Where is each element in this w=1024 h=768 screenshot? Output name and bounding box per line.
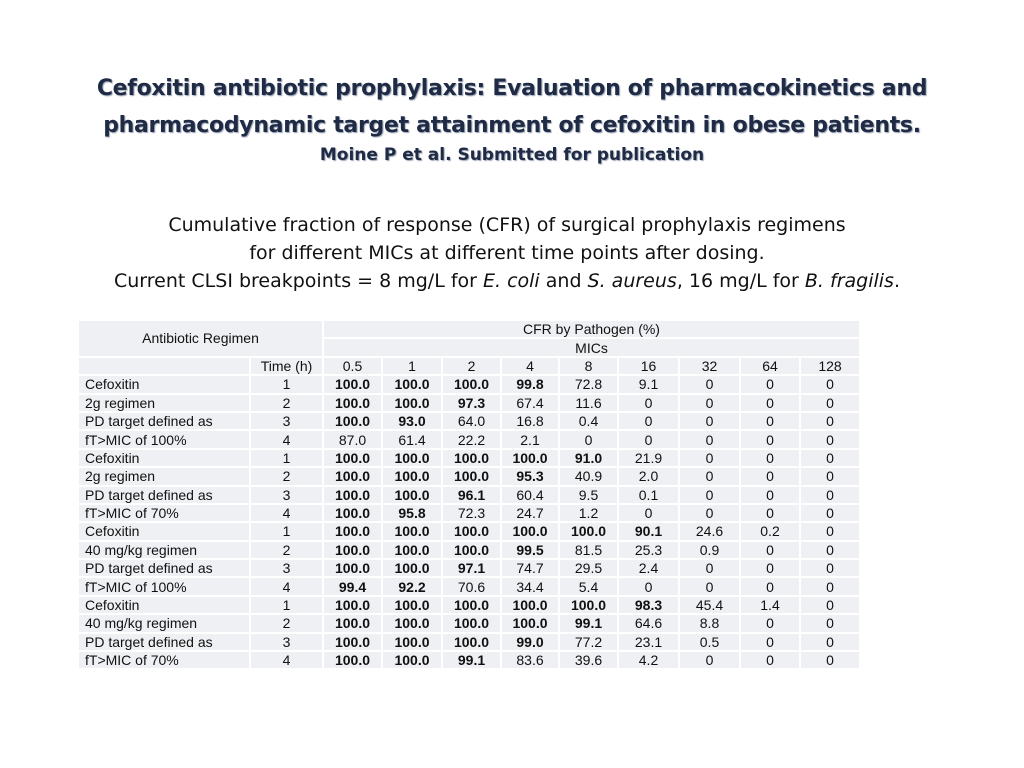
cfr-cell: 0 xyxy=(618,394,679,412)
cfr-cell: 0 xyxy=(740,651,800,669)
time-header: Time (h) xyxy=(250,357,323,375)
table-row xyxy=(78,522,860,540)
saureus: S. aureus xyxy=(587,270,677,292)
cfr-cell: 0 xyxy=(740,486,800,504)
cfr-cell: 0 xyxy=(679,375,740,393)
cfr-cell: 100.0 xyxy=(442,633,501,651)
cfr-cell: 100.0 xyxy=(323,614,382,632)
cfr-cell: 8.8 xyxy=(679,614,740,632)
cfr-cell: 100.0 xyxy=(382,449,442,467)
cfr-cell: 100.0 xyxy=(382,559,442,577)
cfr-cell: 0 xyxy=(679,559,740,577)
cfr-cell: 0 xyxy=(740,541,800,559)
cfr-cell: 0 xyxy=(800,504,860,522)
regimen-label: fT>MIC of 70% xyxy=(78,651,250,669)
cfr-cell: 72.8 xyxy=(559,375,618,393)
regimen-label: Cefoxitin xyxy=(78,375,250,393)
cfr-cell: 67.4 xyxy=(501,394,559,412)
cfr-cell: 100.0 xyxy=(382,522,442,540)
cfr-cell: 74.7 xyxy=(501,559,559,577)
cfr-cell: 100.0 xyxy=(323,651,382,669)
cfr-cell: 0 xyxy=(679,577,740,595)
time-cell: 1 xyxy=(250,596,323,614)
cfr-cell: 92.2 xyxy=(382,577,442,595)
cfr-cell: 100.0 xyxy=(501,449,559,467)
time-cell: 1 xyxy=(250,449,323,467)
cfr-cell: 0 xyxy=(740,412,800,430)
period: . xyxy=(893,270,900,292)
cfr-cell: 100.0 xyxy=(323,596,382,614)
cfr-cell: 100.0 xyxy=(382,651,442,669)
cfr-cell: 100.0 xyxy=(382,467,442,485)
time-cell: 3 xyxy=(250,559,323,577)
cfr-cell: 0 xyxy=(800,522,860,540)
cfr-cell: 99.1 xyxy=(442,651,501,669)
time-cell: 3 xyxy=(250,486,323,504)
cfr-cell: 0 xyxy=(740,430,800,448)
cfr-cell: 97.1 xyxy=(442,559,501,577)
time-cell: 3 xyxy=(250,412,323,430)
regimen-label: Cefoxitin xyxy=(78,449,250,467)
cfr-cell: 0 xyxy=(800,577,860,595)
cfr-cell: 90.1 xyxy=(618,522,679,540)
table-row xyxy=(78,430,860,448)
cfr-cell: 95.8 xyxy=(382,504,442,522)
table-row xyxy=(78,614,860,632)
mic-header-2: 2 xyxy=(442,357,501,375)
cfr-cell: 100.0 xyxy=(323,522,382,540)
cfr-cell: 2.4 xyxy=(618,559,679,577)
time-cell: 1 xyxy=(250,375,323,393)
cfr-cell: 100.0 xyxy=(442,467,501,485)
mic-header-8: 8 xyxy=(559,357,618,375)
regimen-label: PD target defined as xyxy=(78,412,250,430)
table-row xyxy=(78,486,860,504)
cfr-cell: 0 xyxy=(740,577,800,595)
cfr-cell: 0 xyxy=(800,394,860,412)
table-row xyxy=(78,596,860,614)
cfr-cell: 0 xyxy=(618,430,679,448)
cfr-cell: 100.0 xyxy=(559,522,618,540)
cfr-cell: 0 xyxy=(679,504,740,522)
mic-header-0.5: 0.5 xyxy=(323,357,382,375)
table-row xyxy=(78,394,860,412)
cfr-cell: 81.5 xyxy=(559,541,618,559)
cfr-cell: 72.3 xyxy=(442,504,501,522)
cfr-cell: 100.0 xyxy=(323,467,382,485)
cfr-cell: 45.4 xyxy=(679,596,740,614)
cfr-cell: 100.0 xyxy=(323,633,382,651)
cfr-cell: 99.5 xyxy=(501,541,559,559)
time-cell: 2 xyxy=(250,394,323,412)
cfr-cell: 91.0 xyxy=(559,449,618,467)
cfr-cell: 61.4 xyxy=(382,430,442,448)
cfr-cell: 0 xyxy=(740,614,800,632)
cfr-cell: 2.1 xyxy=(501,430,559,448)
regimen-label: Cefoxitin xyxy=(78,596,250,614)
mic-header-64: 64 xyxy=(740,357,800,375)
cfr-cell: 22.2 xyxy=(442,430,501,448)
cfr-cell: 0 xyxy=(800,430,860,448)
cfr-cell: 0 xyxy=(800,449,860,467)
cfr-cell: 23.1 xyxy=(618,633,679,651)
cfr-cell: 25.3 xyxy=(618,541,679,559)
cfr-cell: 1.4 xyxy=(740,596,800,614)
cfr-cell: 100.0 xyxy=(323,486,382,504)
cfr-cell: 100.0 xyxy=(382,375,442,393)
cfr-cell: 0 xyxy=(800,486,860,504)
cfr-cell: 0.2 xyxy=(740,522,800,540)
time-cell: 4 xyxy=(250,651,323,669)
table-row xyxy=(78,559,860,577)
cfr-cell: 2.0 xyxy=(618,467,679,485)
table-row xyxy=(78,449,860,467)
cfr-cell: 0 xyxy=(679,394,740,412)
cfr-cell: 0 xyxy=(800,651,860,669)
cfr-cell: 16.8 xyxy=(501,412,559,430)
table-row xyxy=(78,541,860,559)
regimen-label: fT>MIC of 70% xyxy=(78,504,250,522)
regimen-label: fT>MIC of 100% xyxy=(78,577,250,595)
cfr-cell: 0 xyxy=(559,430,618,448)
cfr-cell: 0 xyxy=(740,504,800,522)
cfr-cell: 64.0 xyxy=(442,412,501,430)
cfr-cell: 0.4 xyxy=(559,412,618,430)
cfr-cell: 0 xyxy=(679,412,740,430)
mic-header-row xyxy=(78,357,860,375)
cfr-cell: 98.3 xyxy=(618,596,679,614)
mic-header-4: 4 xyxy=(501,357,559,375)
mics-header: MICs xyxy=(323,338,860,356)
cfr-cell: 0 xyxy=(618,577,679,595)
table-row xyxy=(78,651,860,669)
cfr-cell: 100.0 xyxy=(323,394,382,412)
cfr-cell: 100.0 xyxy=(323,541,382,559)
cfr-cell: 60.4 xyxy=(501,486,559,504)
cfr-cell: 96.1 xyxy=(442,486,501,504)
cfr-cell: 100.0 xyxy=(382,394,442,412)
regimen-label: PD target defined as xyxy=(78,633,250,651)
time-cell: 4 xyxy=(250,577,323,595)
ecoli: E. coli xyxy=(483,270,540,292)
cfr-cell: 0 xyxy=(800,633,860,651)
cfr-cell: 1.2 xyxy=(559,504,618,522)
cfr-cell: 0 xyxy=(740,375,800,393)
title-line-2: pharmacodynamic target attainment of cefoxitin in obese patients. xyxy=(103,113,921,138)
cfr-cell: 100.0 xyxy=(323,375,382,393)
cfr-cell: 24.6 xyxy=(679,522,740,540)
cfr-cell: 99.8 xyxy=(501,375,559,393)
cfr-cell: 100.0 xyxy=(323,559,382,577)
cfr-cell: 21.9 xyxy=(618,449,679,467)
cfr-cell: 100.0 xyxy=(323,449,382,467)
cfr-cell: 100.0 xyxy=(501,522,559,540)
cfr-cell: 4.2 xyxy=(618,651,679,669)
regimen-label: 40 mg/kg regimen xyxy=(78,541,250,559)
cfr-cell: 87.0 xyxy=(323,430,382,448)
cfr-cell: 100.0 xyxy=(501,614,559,632)
cfr-table xyxy=(77,319,861,670)
table-row xyxy=(78,577,860,595)
regimen-label: 2g regimen xyxy=(78,394,250,412)
cfr-cell: 100.0 xyxy=(501,596,559,614)
cfr-cell: 5.4 xyxy=(559,577,618,595)
table-row xyxy=(78,633,860,651)
table-row xyxy=(78,412,860,430)
time-cell: 4 xyxy=(250,430,323,448)
cfr-cell: 100.0 xyxy=(442,541,501,559)
subtitle-line-3 xyxy=(0,270,1014,292)
regimen-label: 2g regimen xyxy=(78,467,250,485)
cfr-cell: 100.0 xyxy=(382,596,442,614)
cfr-cell: 0 xyxy=(800,614,860,632)
table-row xyxy=(78,375,860,393)
cfr-cell: 100.0 xyxy=(442,522,501,540)
cfr-cell: 99.4 xyxy=(323,577,382,595)
cfr-cell: 0 xyxy=(800,559,860,577)
cfr-cell: 0 xyxy=(800,541,860,559)
regimen-label: 40 mg/kg regimen xyxy=(78,614,250,632)
cfr-cell: 100.0 xyxy=(559,596,618,614)
cfr-cell: 93.0 xyxy=(382,412,442,430)
cfr-cell: 100.0 xyxy=(442,375,501,393)
cfr-cell: 0 xyxy=(800,412,860,430)
and-text: and xyxy=(539,270,588,292)
cfr-cell: 9.5 xyxy=(559,486,618,504)
breakpoint-text-2: , 16 mg/L for xyxy=(676,270,805,292)
cfr-cell: 0 xyxy=(618,504,679,522)
regimen-label: fT>MIC of 100% xyxy=(78,430,250,448)
cfr-cell: 100.0 xyxy=(442,449,501,467)
breakpoint-text: Current CLSI breakpoints = 8 mg/L for xyxy=(114,270,483,292)
cfr-cell: 0 xyxy=(679,467,740,485)
cfr-cell: 40.9 xyxy=(559,467,618,485)
title-line-1: Cefoxitin antibiotic prophylaxis: Evaluation of pharmacokinetics and xyxy=(96,76,928,101)
cfr-cell: 0.1 xyxy=(618,486,679,504)
cfr-cell: 100.0 xyxy=(382,614,442,632)
cfr-cell: 70.6 xyxy=(442,577,501,595)
cfr-cell: 0 xyxy=(740,633,800,651)
cfr-cell: 29.5 xyxy=(559,559,618,577)
cfr-cell: 100.0 xyxy=(323,504,382,522)
cfr-cell: 0 xyxy=(679,486,740,504)
time-cell: 3 xyxy=(250,633,323,651)
cfr-cell: 0.9 xyxy=(679,541,740,559)
subtitle-line-2 xyxy=(0,242,1014,264)
time-cell: 2 xyxy=(250,541,323,559)
mic-header-32: 32 xyxy=(679,357,740,375)
regimen-label: Cefoxitin xyxy=(78,522,250,540)
time-cell: 1 xyxy=(250,522,323,540)
regimen-label: PD target defined as xyxy=(78,486,250,504)
mic-header-1: 1 xyxy=(382,357,442,375)
mic-header-16: 16 xyxy=(618,357,679,375)
cfr-cell: 0.5 xyxy=(679,633,740,651)
cfr-cell: 95.3 xyxy=(501,467,559,485)
subtitle-mics: for different MICs xyxy=(249,242,414,264)
cfr-cell: 34.4 xyxy=(501,577,559,595)
cfr-cell: 9.1 xyxy=(618,375,679,393)
cfr-cell: 77.2 xyxy=(559,633,618,651)
table-row xyxy=(78,467,860,485)
cfr-cell: 24.7 xyxy=(501,504,559,522)
cfr-cell: 64.6 xyxy=(618,614,679,632)
cfr-cell: 0 xyxy=(800,596,860,614)
cfr-cell: 0 xyxy=(618,412,679,430)
cfr-cell: 0 xyxy=(800,467,860,485)
cfr-cell: 0 xyxy=(740,559,800,577)
cfr-cell: 100.0 xyxy=(382,486,442,504)
cfr-cell: 0 xyxy=(800,375,860,393)
cfr-cell: 0 xyxy=(740,394,800,412)
cfr-cell: 0 xyxy=(679,430,740,448)
cfr-cell: 100.0 xyxy=(382,633,442,651)
cfr-cell: 39.6 xyxy=(559,651,618,669)
citation: Moine P et al. Submitted for publication xyxy=(319,145,705,165)
cfr-cell: 99.1 xyxy=(559,614,618,632)
cfr-cell: 97.3 xyxy=(442,394,501,412)
cfr-cell: 99.0 xyxy=(501,633,559,651)
cfr-cell: 0 xyxy=(679,651,740,669)
time-cell: 2 xyxy=(250,467,323,485)
bfragilis: B. fragilis xyxy=(804,270,894,292)
cfr-cell: 83.6 xyxy=(501,651,559,669)
time-cell: 2 xyxy=(250,614,323,632)
table-row xyxy=(78,504,860,522)
mic-header-128: 128 xyxy=(800,357,860,375)
cfr-cell: 100.0 xyxy=(323,412,382,430)
subtitle-time: at different time points after dosing. xyxy=(413,242,765,264)
cfr-cell: 0 xyxy=(679,449,740,467)
cfr-cell: 100.0 xyxy=(442,596,501,614)
time-cell: 4 xyxy=(250,504,323,522)
regimen-label: PD target defined as xyxy=(78,559,250,577)
subtitle-line-1: Cumulative fraction of response (CFR) of surgical prophylaxis regimens xyxy=(168,214,846,236)
empty-header-cell xyxy=(78,357,250,375)
regimen-header: Antibiotic Regimen xyxy=(78,320,323,357)
cfr-header: CFR by Pathogen (%) xyxy=(323,320,860,338)
cfr-cell: 100.0 xyxy=(442,614,501,632)
cfr-cell: 0 xyxy=(740,449,800,467)
cfr-cell: 11.6 xyxy=(559,394,618,412)
cfr-cell: 0 xyxy=(740,467,800,485)
cfr-cell: 100.0 xyxy=(382,541,442,559)
